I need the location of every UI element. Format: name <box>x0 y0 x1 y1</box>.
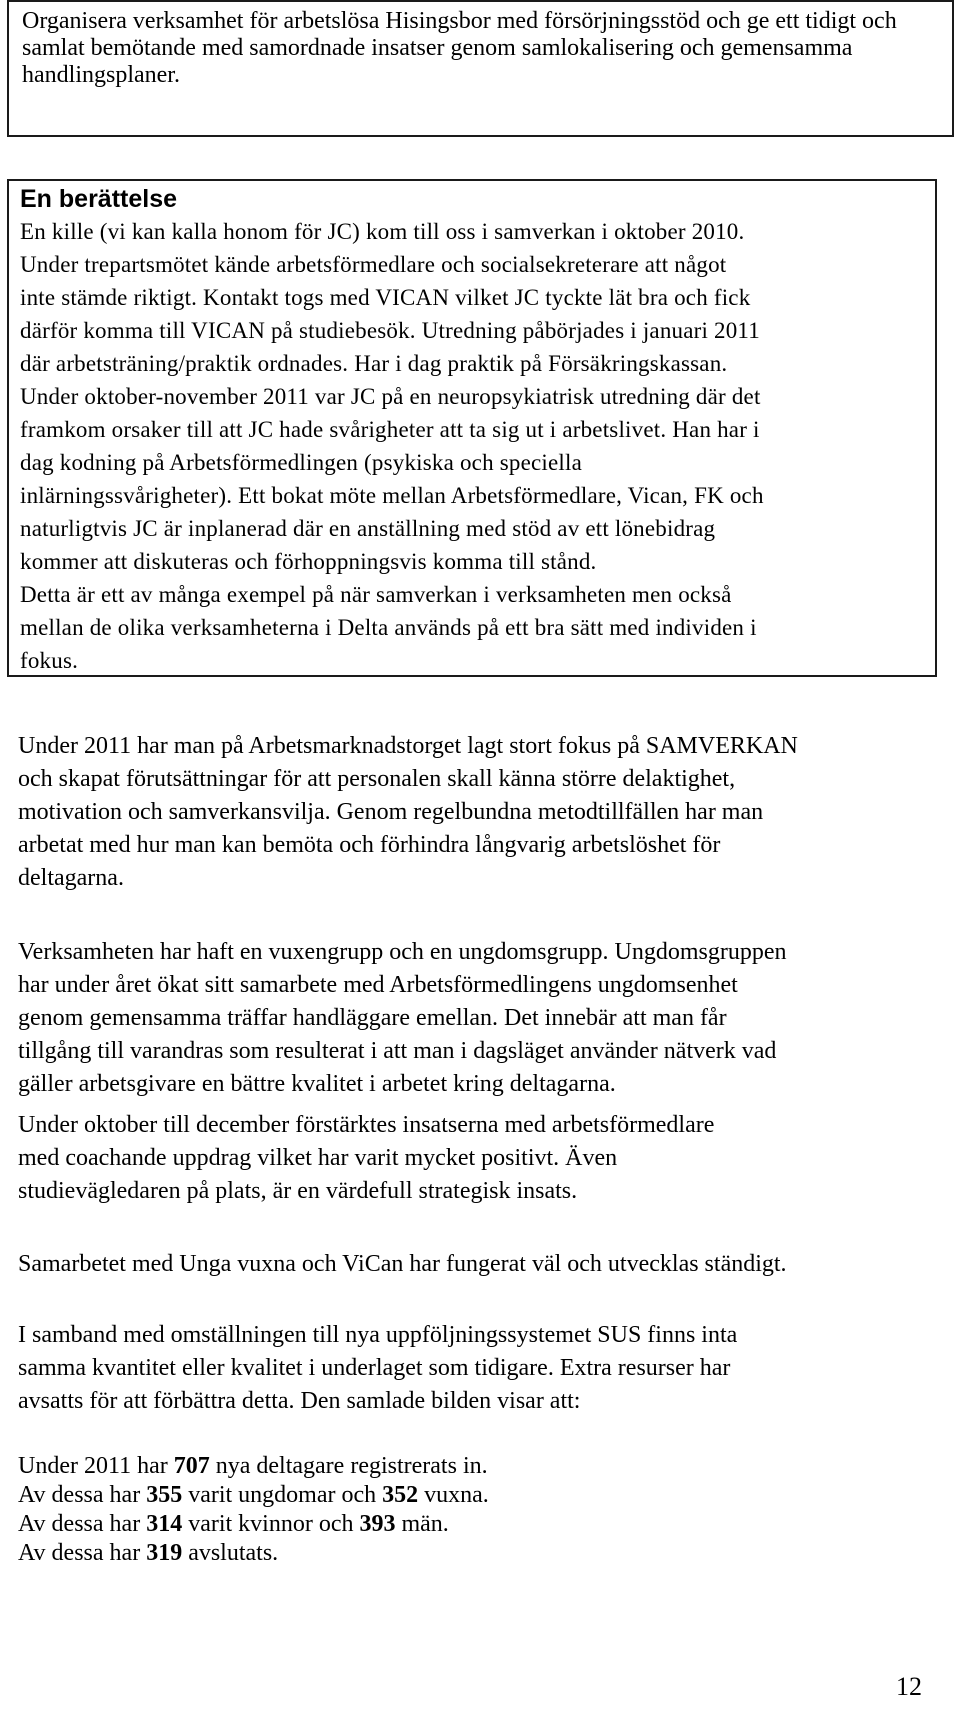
statistics-block <box>18 1452 948 1568</box>
stat-line-registered <box>18 1452 948 1481</box>
story-line: inlärningssvårigheter). Ett bokat möte mellan Arbetsförmedlare, Vican, FK och <box>20 483 764 508</box>
story-line: Detta är ett av många exempel på när samverkan i verksamheten men också <box>20 582 732 607</box>
stat-text: avslutats. <box>182 1540 279 1566</box>
stat-text: män. <box>395 1511 449 1537</box>
stat-text: varit ungdomar och <box>182 1482 383 1508</box>
stat-text: Av dessa har <box>18 1511 147 1537</box>
paragraph-sus <box>18 1319 948 1418</box>
story-line: därför komma till VICAN på studiebesök. Utredning påbörjades i januari 2011 <box>20 318 760 343</box>
paragraph-coaching <box>18 1109 948 1208</box>
paragraph-line: gäller arbetsgivare en bättre kvalitet i arbetet kring deltagarna. <box>18 1071 616 1097</box>
stat-text: varit kvinnor och <box>182 1511 360 1537</box>
stat-number: 352 <box>382 1482 419 1508</box>
stat-text: Av dessa har <box>18 1540 147 1566</box>
story-heading: En berättelse <box>20 185 178 213</box>
story-line: En kille (vi kan kalla honom för JC) kom till oss i samverkan i oktober 2010. <box>20 219 745 244</box>
stat-text: vuxna. <box>418 1482 489 1508</box>
story-line: framkom orsaker till att JC hade svårigheter att ta sig ut i arbetslivet. Han har i <box>20 417 760 442</box>
story-line: inte stämde riktigt. Kontakt togs med VICAN vilket JC tyckte lät bra och fick <box>20 285 751 310</box>
paragraph-line: avsatts för att förbättra detta. Den samlade bilden visar att: <box>18 1388 581 1414</box>
stat-line-gender <box>18 1510 948 1539</box>
paragraph-line: studievägledaren på plats, är en värdefull strategisk insats. <box>18 1178 578 1204</box>
paragraph-line: I samband med omställningen till nya uppföljningssystemet SUS finns inta <box>18 1322 738 1348</box>
paragraph-line: Under 2011 har man på Arbetsmarknadstorget lagt stort fokus på SAMVERKAN <box>18 733 798 759</box>
paragraph-samverkan <box>18 730 948 895</box>
story-line: Under trepartsmötet kände arbetsförmedlare och socialsekreterare att något <box>20 252 727 277</box>
stat-text: Under 2011 har <box>18 1453 174 1479</box>
story-line: Under oktober-november 2011 var JC på en neuropsykiatrisk utredning där det <box>20 384 761 409</box>
paragraph-line: Samarbetet med Unga vuxna och ViCan har fungerat väl och utvecklas ständigt. <box>18 1251 787 1277</box>
stat-line-age <box>18 1481 948 1510</box>
story-line: kommer att diskuteras och förhoppningsvis komma till stånd. <box>20 549 597 574</box>
paragraph-line: och skapat förutsättningar för att personalen skall känna större delaktighet, <box>18 766 736 792</box>
paragraph-line: med coachande uppdrag vilket har varit mycket positivt. Även <box>18 1145 618 1171</box>
story-body <box>20 215 935 677</box>
paragraph-line: samma kvantitet eller kvalitet i underlaget som tidigare. Extra resurser har <box>18 1355 731 1381</box>
paragraph-line: motivation och samverkansvilja. Genom regelbundna metodtillfällen har man <box>18 799 764 825</box>
intro-text: Organisera verksamhet för arbetslösa Hisingsbor med försörjningsstöd och ge ett tidigt och samlat bemötande med samordnade insatser genom samlokalisering och gemensamma handlingsplaner. <box>22 8 897 88</box>
paragraph-line: Verksamheten har haft en vuxengrupp och en ungdomsgrupp. Ungdomsgruppen <box>18 939 787 965</box>
story-line: där arbetsträning/praktik ordnades. Har i dag praktik på Försäkringskassan. <box>20 351 728 376</box>
paragraph-line: Under oktober till december förstärktes insatserna med arbetsförmedlare <box>18 1112 715 1138</box>
story-line: mellan de olika verksamheterna i Delta används på ett bra sätt med individen i <box>20 615 757 640</box>
stat-number: 314 <box>146 1511 183 1537</box>
story-line: fokus. <box>20 648 79 673</box>
stat-number: 707 <box>173 1453 210 1479</box>
stat-line-completed <box>18 1539 948 1568</box>
story-line: dag kodning på Arbetsförmedlingen (psykiska och speciella <box>20 450 582 475</box>
paragraph-groups <box>18 936 948 1101</box>
stat-number: 393 <box>359 1511 396 1537</box>
paragraph-line: har under året ökat sitt samarbete med Arbetsförmedlingens ungdomsenhet <box>18 972 738 998</box>
stat-number: 355 <box>146 1482 183 1508</box>
story-line: naturligtvis JC är inplanerad där en anställning med stöd av ett lönebidrag <box>20 516 716 541</box>
paragraph-line: deltagarna. <box>18 865 124 891</box>
paragraph-cooperation <box>18 1248 948 1281</box>
intro-box <box>7 0 954 137</box>
page-number: 12 <box>896 1672 922 1701</box>
stat-text: Av dessa har <box>18 1482 147 1508</box>
stat-text: nya deltagare registrerats in. <box>209 1453 488 1479</box>
paragraph-line: arbetat med hur man kan bemöta och förhindra långvarig arbetslöshet för <box>18 832 721 858</box>
paragraph-line: tillgång till varandras som resulterat i att man i dagsläget använder nätverk vad <box>18 1038 777 1064</box>
paragraph-line: genom gemensamma träffar handläggare emellan. Det innebär att man får <box>18 1005 727 1031</box>
stat-number: 319 <box>146 1540 183 1566</box>
story-box <box>7 179 937 677</box>
